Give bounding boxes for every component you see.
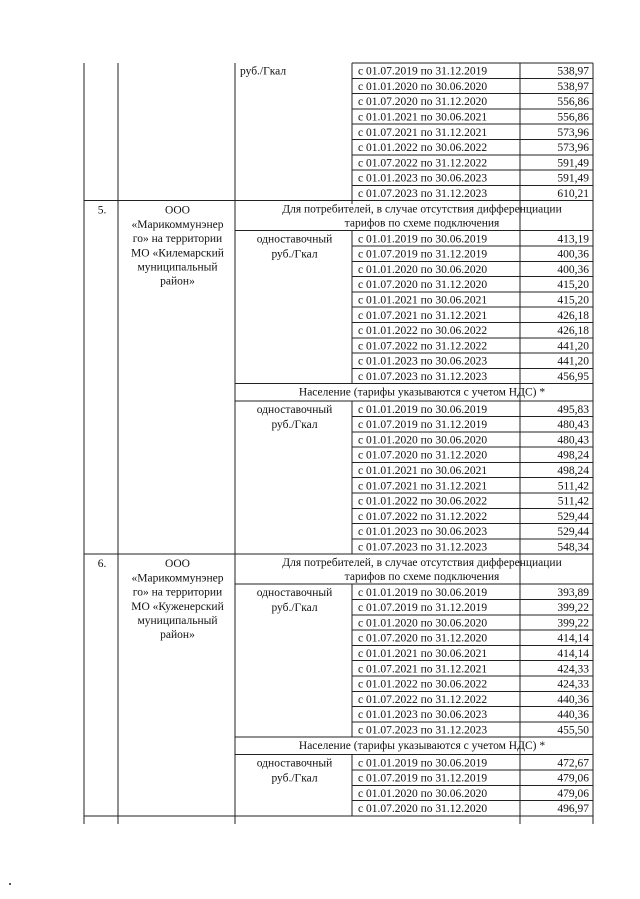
period-cell: с 01.07.2023 по 31.12.2023 (358, 541, 488, 554)
period-cell: с 01.07.2020 по 31.12.2020 (358, 279, 488, 292)
tariff-value-cell: 414,14 (557, 648, 589, 660)
tariff-value-cell: 399,22 (557, 617, 589, 630)
rate-type-line: руб./Гкал (271, 772, 318, 785)
organization-name-line: ООО (165, 558, 190, 571)
tariff-value-cell: 495,83 (557, 403, 589, 416)
tariff-value-cell: 529,44 (557, 510, 589, 523)
tariff-value-cell: 480,43 (557, 434, 589, 447)
tariff-value-cell: 548,34 (557, 541, 589, 554)
tariff-value-cell: 480,43 (557, 419, 589, 432)
period-cell: с 01.07.2022 по 31.12.2022 (358, 693, 488, 706)
tariff-value-cell: 610,21 (557, 188, 589, 200)
period-cell: с 01.07.2021 по 31.12.2021 (358, 480, 488, 493)
entry-number: 5. (97, 204, 107, 217)
organization-name-line: муниципальный (137, 261, 218, 274)
tariff-value-cell: 498,24 (557, 465, 589, 477)
period-cell: с 01.01.2021 по 30.06.2021 (358, 465, 488, 477)
rate-type-line: руб./Гкал (271, 602, 318, 615)
rate-type-line: одноставочный (256, 757, 333, 770)
period-cell: с 01.01.2022 по 30.06.2022 (358, 495, 488, 508)
tariff-value-cell: 415,20 (557, 279, 589, 292)
period-cell: с 01.07.2020 по 31.12.2020 (358, 632, 488, 645)
period-cell: с 01.07.2023 по 31.12.2023 (358, 724, 488, 737)
organization-name-line: район» (160, 629, 195, 642)
period-cell: с 01.07.2020 по 31.12.2020 (358, 803, 488, 816)
rate-type-line: одноставочный (256, 233, 333, 246)
tariff-value-cell: 400,36 (557, 248, 589, 261)
period-cell: с 01.07.2023 по 31.12.2023 (358, 371, 488, 383)
organization-name-line: МО «Килемарский (131, 247, 224, 260)
tariff-value-cell: 424,33 (557, 678, 589, 691)
period-cell: с 01.07.2019 по 31.12.2019 (358, 65, 488, 78)
tariff-value-cell: 479,06 (557, 772, 589, 785)
tariff-value-cell: 556,86 (557, 96, 589, 109)
rate-type-line: одноставочный (256, 404, 333, 417)
period-cell: с 01.01.2019 по 30.06.2019 (358, 403, 488, 416)
period-cell: с 01.01.2021 по 30.06.2021 (358, 294, 488, 307)
tariff-value-cell: 424,33 (557, 663, 589, 676)
tariff-value-cell: 441,20 (557, 340, 589, 353)
period-cell: с 01.01.2020 по 30.06.2020 (358, 617, 488, 630)
period-cell: с 01.07.2020 по 31.12.2020 (358, 96, 488, 109)
period-cell: с 01.01.2020 по 30.06.2020 (358, 434, 488, 447)
organization-name-line: «Марикоммунэнер (131, 218, 224, 231)
tariff-value-cell: 479,06 (557, 787, 589, 800)
tariff-value-cell: 393,89 (557, 586, 589, 599)
period-cell: с 01.07.2019 по 31.12.2019 (358, 602, 488, 615)
group-header-line: Для потребителей, в случае отсутствия дифференциации (282, 203, 562, 216)
tariff-value-cell: 538,97 (557, 80, 589, 93)
period-cell: с 01.01.2023 по 30.06.2023 (358, 526, 488, 539)
period-cell: с 01.01.2019 по 30.06.2019 (358, 757, 488, 770)
period-cell: с 01.07.2021 по 31.12.2021 (358, 126, 488, 139)
period-cell: с 01.01.2023 по 30.06.2023 (358, 355, 488, 368)
period-cell: с 01.01.2021 по 30.06.2021 (358, 111, 488, 124)
tariff-value-cell: 440,36 (557, 693, 589, 706)
period-cell: с 01.01.2022 по 30.06.2022 (358, 142, 488, 155)
period-cell: с 01.01.2019 по 30.06.2019 (358, 586, 488, 599)
tariff-value-cell: 441,20 (557, 355, 589, 368)
period-cell: с 01.01.2020 по 30.06.2020 (358, 80, 488, 93)
tariff-value-cell: 399,22 (557, 602, 589, 615)
period-cell: с 01.01.2022 по 30.06.2022 (358, 325, 488, 338)
tariff-value-cell: 456,95 (557, 371, 589, 383)
tariff-value-cell: 573,96 (557, 126, 589, 139)
tariff-value-cell: 591,49 (557, 172, 589, 185)
tariff-value-cell: 573,96 (557, 142, 589, 155)
tariff-value-cell: 556,86 (557, 111, 589, 124)
tariff-value-cell: 400,36 (557, 263, 589, 276)
group-header-line: тарифов по схеме подключения (344, 571, 500, 584)
group-header-line: Население (тарифы указываются с учетом НДС) * (298, 386, 546, 399)
period-cell: с 01.07.2022 по 31.12.2022 (358, 340, 488, 353)
rate-type-line: руб./Гкал (271, 419, 318, 432)
tariff-value-cell: 529,44 (557, 526, 589, 539)
tariff-value-cell: 472,67 (557, 757, 589, 770)
tariff-value-cell: 413,19 (557, 233, 589, 246)
entry-number: 6. (97, 558, 107, 571)
tariff-value-cell: 426,18 (557, 309, 589, 322)
tariff-value-cell: 440,36 (557, 709, 589, 722)
period-cell: с 01.07.2019 по 31.12.2019 (358, 772, 488, 785)
period-cell: с 01.07.2021 по 31.12.2021 (358, 309, 488, 322)
period-cell: с 01.01.2021 по 30.06.2021 (358, 648, 488, 660)
period-cell: с 01.01.2019 по 30.06.2019 (358, 233, 488, 246)
organization-name-line: район» (160, 275, 195, 288)
group-header-line: Для потребителей, в случае отсутствия дифференциации (282, 557, 562, 570)
period-cell: с 01.07.2019 по 31.12.2019 (358, 248, 488, 261)
rate-type-line: одноставочный (256, 587, 333, 600)
period-cell: с 01.07.2019 по 31.12.2019 (358, 419, 488, 432)
table-grid (84, 63, 593, 824)
tariff-value-cell: 426,18 (557, 325, 589, 338)
organization-name-line: муниципальный (137, 615, 218, 627)
organization-name-line: го» на территории (132, 233, 223, 246)
period-cell: с 01.01.2023 по 30.06.2023 (358, 172, 488, 185)
period-cell: с 01.07.2021 по 31.12.2021 (358, 663, 488, 676)
rate-type-line: руб./Гкал (271, 248, 318, 261)
group-header-line: тарифов по схеме подключения (344, 217, 500, 230)
period-cell: с 01.07.2020 по 31.12.2020 (358, 449, 488, 462)
group-header-line: Население (тарифы указываются с учетом НДС) * (298, 740, 546, 753)
tariff-value-cell: 511,42 (557, 480, 589, 493)
period-cell: с 01.01.2022 по 30.06.2022 (358, 678, 488, 691)
tariff-value-cell: 455,50 (557, 724, 589, 737)
period-cell: с 01.01.2020 по 30.06.2020 (358, 263, 488, 276)
period-cell: с 01.07.2023 по 31.12.2023 (358, 188, 488, 200)
tariff-value-cell: 498,24 (557, 449, 589, 462)
tariff-value-cell: 538,97 (557, 65, 589, 78)
table-text (98, 66, 590, 816)
scan-speck (9, 883, 11, 885)
period-cell: с 01.07.2022 по 31.12.2022 (358, 157, 488, 170)
tariff-value-cell: 414,14 (557, 632, 589, 645)
rate-unit-label: руб./Гкал (240, 65, 287, 78)
period-cell: с 01.07.2022 по 31.12.2022 (358, 510, 488, 523)
period-cell: с 01.01.2023 по 30.06.2023 (358, 709, 488, 722)
tariff-value-cell: 591,49 (557, 157, 589, 170)
tariff-value-cell: 415,20 (557, 294, 589, 307)
tariff-value-cell: 496,97 (557, 803, 589, 816)
organization-name-line: ООО (165, 204, 190, 217)
organization-name-line: «Марикоммунэнер (131, 572, 224, 585)
organization-name-line: го» на территории (132, 586, 223, 599)
period-cell: с 01.01.2020 по 30.06.2020 (358, 787, 488, 800)
organization-name-line: МО «Куженерский (131, 600, 224, 613)
tariff-value-cell: 511,42 (557, 495, 589, 508)
